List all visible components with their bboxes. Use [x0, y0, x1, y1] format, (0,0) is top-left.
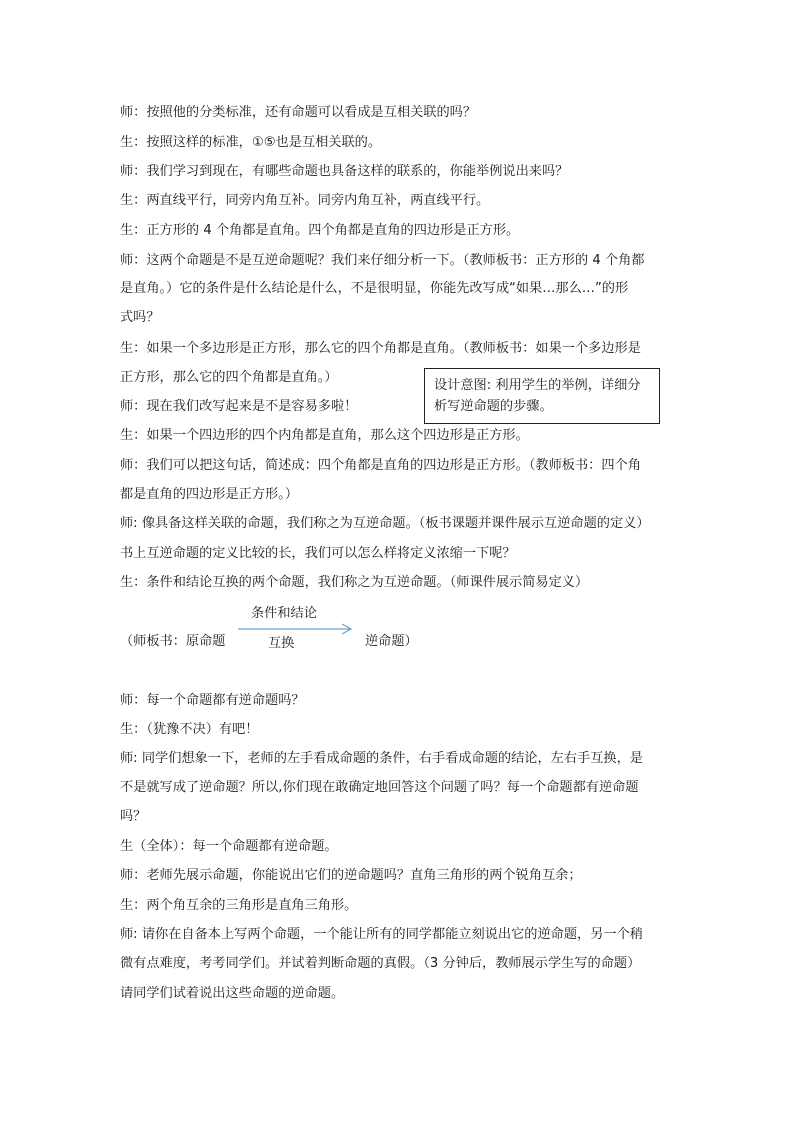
- callout-line: 析写逆命题的步骤。: [434, 399, 553, 414]
- callout-line: 设计意图: 利用学生的举例，详细分: [434, 378, 641, 393]
- text-line: 书上互逆命题的定义比较的长，我们可以怎么样将定义浓缩一下呢？: [120, 546, 516, 561]
- diagram-converse-proposition: 逆命题）: [365, 634, 418, 649]
- text-line: 生：如果一个多边形是正方形，那么它的四个角都是直角。（教师板书：如果一个多边形是: [120, 341, 641, 356]
- text-line: 吗？: [120, 809, 147, 824]
- design-intent-callout: [424, 368, 660, 424]
- text-line: 师：老师先展示命题，你能说出它们的逆命题吗？直角三角形的两个锐角互余；: [120, 868, 582, 883]
- text-line: 师：每一个命题都有逆命题吗？: [120, 693, 305, 708]
- text-line: 生：如果一个四边形的四个内角都是直角，那么这个四边形是正方形。: [120, 428, 529, 443]
- text-line: 生：正方形的 4 个角都是直角。四个角都是直角的四边形是正方形。: [120, 223, 520, 238]
- text-line: 师：我们可以把这句话，简述成：四个角都是直角的四边形是正方形。（教师板书：四个角: [120, 458, 641, 473]
- text-line: 生（全体）：每一个命题都有逆命题。: [120, 839, 338, 854]
- text-line: 师：按照他的分类标准，还有命题可以看成是互相关联的吗？: [120, 105, 477, 120]
- text-line: 都是直角的四边形是正方形。）: [120, 487, 299, 502]
- text-line: 生：两直线平行，同旁内角互补。同旁内角互补，两直线平行。: [120, 193, 490, 208]
- text-line: 不是就写成了逆命题？所以,你们现在敢确定地回答这个问题了吗？每一个命题都有逆命题: [120, 780, 639, 795]
- diagram-arrow-bottom-label: 互换: [268, 636, 295, 651]
- text-line: 师: 请你在自备本上写两个命题，一个能让所有的同学都能立刻说出它的逆命题，另一个稍: [120, 927, 643, 942]
- text-line: 生：（犹豫不决）有吧！: [120, 722, 259, 737]
- arrow-right-icon: [120, 600, 360, 660]
- text-line: 生：按照这样的标准，①⑤也是互相关联的。: [120, 135, 382, 150]
- text-line: 式吗？: [120, 310, 160, 325]
- diagram-original-proposition: （师板书：原命题: [120, 634, 226, 649]
- text-line: 正方形，那么它的四个角都是直角。）: [120, 370, 338, 385]
- text-line: 生：条件和结论互换的两个命题，我们称之为互逆命题。（师课件展示简易定义）: [120, 575, 589, 590]
- text-line: 微有点难度，考考同学们。并试着判断命题的真假。（3 分钟后，教师展示学生写的命题）: [120, 956, 641, 971]
- board-diagram: [120, 600, 440, 660]
- diagram-arrow-top-label: 条件和结论: [251, 606, 317, 621]
- text-line: 生：两个角互余的三角形是直角三角形。: [120, 898, 358, 913]
- text-line: 师：这两个命题是不是互逆命题呢？我们来仔细分析一下。（教师板书：正方形的 4 个角都: [120, 253, 645, 268]
- text-line: 师: 像具备这样关联的命题，我们称之为互逆命题。（板书课题并课件展示互逆命题的定义）: [120, 516, 650, 531]
- text-line: 是直角。）它的条件是什么结论是什么，不是很明显，你能先改写成“如果…那么…”的形: [120, 281, 629, 296]
- text-line: 师：现在我们改写起来是不是容易多啦！: [120, 399, 358, 414]
- text-line: 请同学们试着说出这些命题的逆命题。: [120, 986, 345, 1001]
- text-line: 师: 同学们想象一下，老师的左手看成命题的条件，右手看成命题的结论，左右手互换，是: [120, 751, 643, 766]
- text-line: 师：我们学习到现在，有哪些命题也具备这样的联系的，你能举例说出来吗？: [120, 164, 569, 179]
